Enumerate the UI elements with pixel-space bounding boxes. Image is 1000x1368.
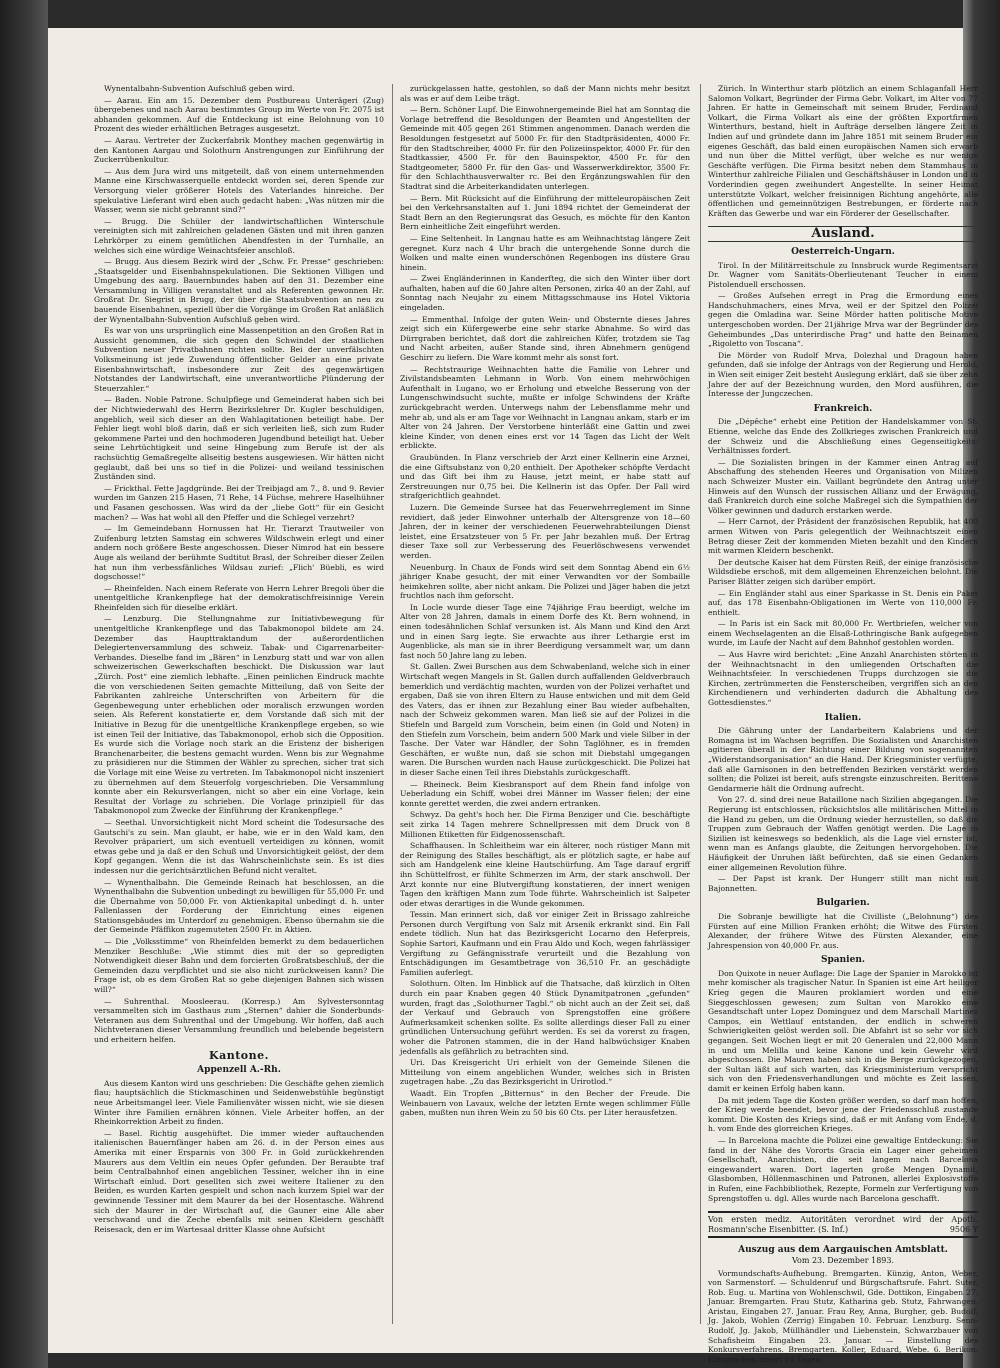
paragraph: In Locle wurde dieser Tage eine 74jährige Frau beerdigt, welche im Alter von 28 Jahren, damals in einem Dorfe des Kt. Bern wohnend, in einen todesähnlichen Schlaf versunken ist. Als Mann und Kind den Arzt und in einen Sarg legte. Sie erwachte aus ihrer Lethargie erst im Augenblicke, als man sie in ihrer Beerdigung versammelt war, um dann fast noch 50 Jahre lang zu leben. xyxy=(400,602,690,660)
advertisement-code: 9506 Y xyxy=(949,1224,978,1234)
paragraph: — Rheineck. Beim Kiesbransport auf dem Rhein fand infolge von Ueberladung ein Schiff, wobei drei Männer im Wasser fielen; der eine konnte gerettet werden, die zwei andern ertranken. xyxy=(400,779,690,808)
paragraph: — In Paris ist ein Sack mit 80,000 Fr. Wertbriefen, welcher von einem Wechselagenten an die Elsaß-Lothringische Bank aufgegeben wurde, im Laufe der Nacht auf dem Bahnhof gestohlen worden. xyxy=(708,619,978,648)
paragraph: — Großes Aufsehen erregt in Prag die Ermordung eines Handschuhmachers, eines Mrva, weil er der Spitzel den Polizei gegen die Omladina war. Seine Mörder hatten politische Motive untergeschoben worden. Der 21jährige Mrva war der Begründer des Geheimbundes „Das unterirdische Prag“ und hatte den Beinamen „Rigoletto von Toscana“. xyxy=(708,291,978,349)
advertisement-text: Von ersten mediz. Autoritäten verordnet wird der Apoth. Rosmann'sche Eisenbitter. (S. Inf.) xyxy=(708,1215,978,1234)
paragraph: Schaffhausen. In Schleitheim war ein älterer, noch rüstiger Mann mit der Reinigung des Stalles beschäftigt, als er plötzlich sagte, er habe auf sich am Handgelenk eine kleine Hautschürfung. Am Tage darauf ergriff ihn Schüttelfrost, er fühlte Schmerzen im Arm, der stark anschwoll. Der Arzt konnte nur eine Blutvergiftung konstatieren, der innert wenigen Tagen den kräftigen Mann zum Tode führte. Wahrscheinlich ist Salpeter oder etwas derartiges in die Wunde gekommen. xyxy=(400,841,690,908)
paragraph: — Bern. Schöner Lupf. Die Einwohnergemeinde Biel hat am Sonntag die Vorlage betreffend die Besoldungen der Beamten und Angestellten der Gemeinde mit 405 gegen 261 Stimmen angenommen. Danach werden die Besoldungen festgesetzt auf 5000 Fr. für den Stadtpräsidenten, 4000 Fr. für den Stadtschreiber, 4000 Fr. für den Polizeiinspektor, 4000 Fr. für den Stadtkassier, 4500 Fr. für den Bauinspektor, 4500 Fr. für den Stadtgeometer, 5800 Fr. für den Gas- und Wasserwerkdirektor, 3500 Fr. für den Schlachthausverwalter rc. Bei den Ergänzungswahlen für den Stadtrat sind die Arbeiterkandidaten unterlegen. xyxy=(400,105,690,191)
paragraph: Schwyz. Da geht's hoch her. Die Firma Benziger und Cie. beschäftigte seit zirka 14 Tagen mehrere Schnellpressen mit dem Druck von 8 Millionen Etiketten für Eidgenossenschaft. xyxy=(400,810,690,839)
paragraph: Die Mörder von Rudolf Mrva, Dolezhal und Dragoun haben gefunden, daß sie infolge der Antrags von der Regierung und Herold, in Wien seit einiger Zeit besteht Auslegung erklärt, daß sie über zehn Jahre der auf der Bezeichnung wurden, den Mord ausführen, die Interesse der Jungczechen. xyxy=(708,350,978,399)
paragraph: zurückgelassen hatte, gestohlen, so daß der Mann nichts mehr besitzt als was er auf dem Leibe trägt. xyxy=(400,84,690,103)
paragraph: — Im Gemeindebann Hornussen hat Hr. Tierarzt Trautweiler von Zuifenburg letzten Samstag ein schweres Wildschwein erlegt und einer andern noch größere Beste angeschossen. Dieser Nimrod hat ein bessere Auge als weiland der berühmte Sudtitut Brasl, der Schreiber dieser Zeilen hat nun ihm verbessfänliches Wildsau zurief: „Flich' Büebli, es wird dogschosse!“ xyxy=(94,524,384,582)
paragraph: Da mit jedem Tage die Kosten größer werden, so darf man hoffen, der Krieg werde beendet, bevor jene der Friedensschluß zustande kommt. Die Kosten des Kriegs sind, daß er mit Anfang vom Ende, d. h. vom Ende des glorreichen Krieges. xyxy=(708,1095,978,1134)
paragraph: Uri. Das Kreisgericht Uri erhielt von der Gemeinde Silenen die Mitteilung von einem angeblichen Wunder, welches sich in Bristen zugetragen habe. „Zu das Bezirksgericht in Urirotlod.“ xyxy=(400,1058,690,1087)
paragraph: — Aus Havre wird berichtet: „Eine Anzahl Anarchisten störten in der Weihnachtsnacht in den umliegenden Ortschaften die Weihnachtsfeier. In verschiedenen Trupps durchzogen sie die Kirchen, zertrümmerten die Fensterscheiben, vergriffen sich an den Kirchendienern und verhinderten dadurch die Abhaltung des Gottesdienstes.“ xyxy=(708,650,978,708)
paragraph: — Brugg. Die Schüler der landwirtschaftlichen Winterschule vereinigten sich mit zahlreichen geladenen Gästen und mit ihren ganzen Lehrkörper zu einem gemütlichen Abendfesten in der Turnhalle, an welches sich eine würdige Weinachtsfeier anschloß. xyxy=(94,216,384,255)
paragraph: — Bern. Mit Rücksicht auf die Einführung der mitteleuropäischen Zeit bei den Verkehrsanstalten auf 1. Juni 1894 richtet der Gemeinderat der Stadt Bern an den Regierungsrat das Gesuch, es möchte für den Kanton Bern einheitliche Zeit eingeführt werden. xyxy=(400,193,690,232)
subheading-appenzell: Appenzell A.-Rh. xyxy=(197,1065,281,1076)
paragraph: Von 27. d. sind drei neue Bataillone nach Sizilien abgegangen. Die Regierung ist entschlossen, rücksichtslos alle militärischen Mittel in die Hand zu geben, um die Ordnung wieder herzustellen, so daß die Truppen zum Gebrauch der Waffen genötigt werden. Die Lage in Sizilien ist keineswegs so bedenklich, als die Lage viel ernster ist, wenn man es Anfangs glaubte, die Zeitungen hervorgehoben. Die Häufigkeit der Unruhen läßt befürchten, daß sie einen Gedanken einer allgemeinen Revolution führe. xyxy=(708,795,978,872)
paragraph: — Brugg. Aus diesem Bezirk wird der „Schw. Fr. Presse“ geschrieben: „Staatsgelder und Eisenbahnspekulationen. Die Sektionen Villigen und Umgebung des aarg. Bauernbundes haben auf den 31. Dezember eine Versammlung in Villigen veranstaltet und als Referenten gewonnen Hr. Großrat Dr. Siegrist in Brugg, der über die Staatsubvention an neu zu bauende Eisenbahnen, speziell über die Vorgänge im Großen Rat anläßlich der Wynentalbahn-Subvention Aufschluß geben wird. xyxy=(94,257,384,324)
newspaper-page xyxy=(48,28,978,1364)
subheading-spanien: Spanien. xyxy=(821,955,865,966)
paragraph: — Die „Volksstimme“ von Rheinfelden bemerkt zu dem bedauerlichen Menziker Beschluße: „Wie stimmt dies mit der so gepredigten Notwendigkeit dieser Bahn und dem forcierten Großratsbeschluß, der die Gemeinden dazu verpflichtet und sie also nicht zurückweisen kann? Die Frage ist, ob es dem Großen Rat so gebe diejenigen Bahnen sich wissen will?“ xyxy=(94,937,384,995)
paragraph: — Aarau. Vertreter der Zuckerfabrik Monthey machen gegenwärtig in den Kantonen Aargau und Solothurn Anstrengungen zur Einführung der Zuckerrübenkultur. xyxy=(94,135,384,165)
paragraph: — Seethal. Unvorsichtigkeit nicht Mord scheint die Todesursache des Gautschi's zu sein. Man glaubt, er habe, wie er in den Wald kam, den Revolver präpariert, um sich eventuell verteidigen zu können, womit etwas gebe und ja daß er den Schuß und Unvorsichtigkeit gelöst, der dem Kopf gegangen. Wenn die ist das Wahrscheinlichste sein. Es ist dies indessen nur die gerichtsärztlichen Befund nicht veraltet. xyxy=(94,817,384,875)
paragraph: Don Quixote in neuer Auflage: Die Lage der Spanier in Marokko ist mehr komischer als tragischer Natur. In Spanien ist eine Art heiliger Krieg gegen die Mauren proklamiert worden und eine Sieggeschlossen gewesen; zum Sultan von Marokko eine Gesandtschaft unter Lopez Dominguez und dem Marschall Martinez Campos, ein Wettlauf entstanden, der endlich in schweren Schwierigkeiten gelöst werden soll. Die Abfahrt ist so sehr vor sich gegangen. Seit Wochen liegt er mit 20 Generalen und 22,000 Mann in und um Melilla und keine Kanone und kein Gewehr wird abgeschossen. Die Mauren haben sich in die Berge zurückgezogen, der Sultan läßt auf sich warten, das Kriegsministerium verspricht sich von den Friedensverhandlungen und möchte es Zeit lassen, damit er keinen Erfolg haben kann. xyxy=(708,968,978,1093)
paragraph: — Emmenthal. Infolge der guten Wein- und Obsternte dieses Jahres zeigt sich ein Küfergewerbe eine sehr starke Abnahme. So wird das Dürrgraben berichtet, daß dort die zahlreichen Küfer, trotzdem sie Tag und Nacht arbeiten, außer Stande sind, ihren Abnehmern genügend Geschirr zu liefern. Die Ware kommt mehr als sonst fort. xyxy=(400,314,690,363)
paragraph: Die Sobranje bewilligte hat die Civilliste („Belohnung“) des Fürsten auf eine Million Franken erhöht; die Witwe des Fürsten Alexander, der frühere Witwe des Fürsten Alexander, eine Jahrespension von 40,000 Fr. aus. xyxy=(708,911,978,950)
paragraph: Wynentalbahn-Subvention Aufschluß geben wird. xyxy=(104,84,295,93)
paragraph: Aus diesem Kanton wird uns geschrieben: Die Geschäfte gehen ziemlich flau; hauptsächlich die Stickmaschinen und Seidenwebstühle begünstigt neue Arbeitsmangel leer. Viele Familienväter wissen nicht, wie sie diesen Winter ihre Familien ernähren können. Viele Arbeiter hoffen, an der Rheinkorrektion Arbeit zu finden. xyxy=(94,1078,384,1127)
paragraph: — Die Sozialisten bringen in der Kammer einen Antrag auf Abschaffung des stehenden Heeres und Organisation von Milizen nach Schweizer Muster ein. Vaillant begründete den Antrag unter Hinweis auf den Wunsch der russischen Allianz und der Erwägung, daß Frankreich durch eine solche Maßregel sich die Sympathien der Völker gewinnen und dadurch erstarken werde. xyxy=(708,457,978,515)
paragraph: — Frickthal. Fette Jagdgründe. Bei der Treibjagd am 7., 8. und 9. Revier wurden im Ganzen 215 Hasen, 71 Rehe, 14 Füchse, mehrere Haselhühner und Fasanen geschossen. Was wird da der „liebe Gott“ für ein Gesicht machen? — Was hat wohl all den Pfeffer und die Schlegel verzehrt? xyxy=(94,483,384,522)
paragraph: — Baden. Noble Patrone. Schulpflege und Gemeinderat haben sich bei der Nichtwiederwahl des Herrn Bezirkslehrer Dr. Kugler beschuldigen, angeblich, weil sich dieser an den Wahlagitationen beteiligt habe. Der Fehler liegt wohl bloß darin, daß er sich verleiten ließ, sich zum Ruder gekommene Partei und den hochmoderen Jugendbund beteiligt hat. Ueber seine Lehrtüchtigkeit und seine Hingebung zum Berufe ist der als rachsüchtig Gemaßregelte allseitig bestens ausgewiesen. Wir hätten nicht geglaubt, daß bei uns so tief in die Polizei- und weiland tessinischen Zuständen sind. xyxy=(94,395,384,482)
paragraph: Waadt. Ein Tropfen „Bitternus“ in den Becher der Freude. Die Weinbauern von Lavaux, welche der letzten Ernte wegen schlimmer Fülle gaben, mußten nun ihren Wein zu 50 bis 60 Cts. per Liter herausfetzen. xyxy=(400,1088,690,1118)
paragraph: — Rheinfelden. Nach einem Referate von Herrn Lehrer Bregoli über die unentgeltliche Krankenpflege hat der demokratischfreisinnige Verein Rheinfelden sich für dieselbe erklärt. xyxy=(94,583,384,612)
paragraph: Graubünden. In Flanz verschrieb der Arzt einer Kellnerin eine Arznei, die eine Giftsubstanz von 0,20 enthielt. Der Apotheker schöpfte Verdacht und das Gift bei ihm zu Hause, jetzt meint, er habe statt auf Zerstreuungen nur 0,75 bei. Die Kellnerin ist das Opfer. Der Fall wird strafgerichtlich geahndet. xyxy=(400,452,690,501)
paragraph: Es war von uns ursprünglich eine Massenpetition an den Großen Rat in Aussicht genommen, die sich gegen den Schwindel der staatlichen Subvention neuer Privatbahnen richten sollte. Bei der unverfälschten Volksmeinung ist jede Zuwendung öffentlicher Gelder an eine private Eisenbahnwirtschaft, insbesondere zur Zeit des gegenwärtigen Notstandes der Landwirtschaft, eine unverantwortliche Plünderung der Steuerzahler.“ xyxy=(94,326,384,393)
paragraph: — Herr Carnot, der Präsident der französischen Republik, hat 400 armen Witwen von Paris gelegentlich der Weihnachtszeit einen Betrag dieser Zeit der kommenden Mieten bezahlt und den Kindern mit warmen Kleidern beschenkt. xyxy=(708,517,978,556)
paragraph: — Der Papst ist krank. Der Hungerr stillt man nicht mit Bajonnetten. xyxy=(708,874,978,893)
column-middle xyxy=(400,84,690,1324)
paragraph: St. Gallen. Zwei Burschen aus dem Schwabenland, welche sich in einer Wirtschaft wegen Mangels in St. Gallen durch auffallenden Geldverbrauch bemerklich und verdächtig machten, wurden von der Polizei verhaftet und ergaben, Daß sie von ihren Eltern zu Hause entwichen und mit dem Geld des Vaters, das er ihnen zur Bezahlung einer Bau wieder aufbehalten, nach der Schweiz gekommen waren. Man ließ sie auf der Polizei in die Stiefeln und Bargeld zum Vorschein, beim einen (in Gold und Noten) in den Stiefeln zum Vorschein, beim andern 500 Mark und viele Silber in der Tasche. Der Vater war Händler, der Sohn Taglöhner, es in fremden Geschäften, er wußte nun, daß sie schon mit Diebstahl umgegangen waren. Die Burschen wurden nach Hause zurückgeschickt. Die Polizei hat in dieser Sache einen Teil ihres Diebstahls zurückgeschafft. xyxy=(400,662,690,777)
paragraph: — Basel. Richtig ausgehüftet. Die immer wieder auftauchenden italienischen Bauernfänger haben am 26. d. in der Person eines aus Amerika mit einer Ersparnis von 300 Fr. in Gold zurückkehrenden Maurers aus dem Veltlin ein neues Opfer gefunden. Der Beraubte traf beim Centralbahnhof einen angeblichen Tessiner, welcher ihn in eine Wirtschaft einlud. Dort gesellten sich zwei weitere Italiener zu den Beiden, es wurden Karten gespielt und schon nach kurzem Spiel war der gewinnende Tessiner mit dem Maurer da bei der Hosentasche. Während sich der Maurer in der Wirtschaft auf, die Gauner eine Alle aber verschwand und die Zeche ebenfalls mit seinen Kleidern geschäfft Reisesack, den er im Wartesaal dritter Klasse ohne Aufsicht xyxy=(94,1128,384,1234)
paragraph: Tirol. In der Militärreitschule zu Innsbruck wurde Regimentsarzt Dr. Wagner vom Sanitäts-Oberlieutenant Teucher in einem Pistolenduell erschossen. xyxy=(708,260,978,289)
paragraph: — Rechtstraurige Weihnachten hatte die Familie von Lehrer und Zivilstandsbeamten Lehmann in Worb. Von einem mehrwöchigen Aufenthalt in Lugano, wo er Erholung und etwelche Besserung von der Lungenschwindsucht suchte, mußte er infolge Schwindens der Kräfte zurückgebracht werden. Unterwegs nahm der Lebensflamme mehr und mehr ab, und als er am Tage vor Weihnacht in Langnau ankam, starb er im Alter von 24 Jahren. Der Verstorbene hinterläßt eine Gattin und zwei kleine Kinder, von denen eines erst vor 14 Tagen das Licht der Welt erblickte. xyxy=(400,364,690,451)
paragraph: — Zwei Engländerinnen in Kanderfteg, die sich den Winter über dort aufhalten, haben auf die 60 Jahre alten Personen, zirka 40 an der Zahl, auf Sonntag nach Neujahr zu einem Mittagsschmause ins Hotel Viktoria eingeladen. xyxy=(400,274,690,313)
column-rule xyxy=(392,84,393,1324)
subheading-bulgarien: Bulgarien. xyxy=(816,898,870,909)
paragraph: Der deutsche Kaiser hat dem Fürsten Reiß, der einige französische Wildsdiebe erschoß, mit dem allgemeinen Ehrenzeichen belohnt. Die Pariser Blätter zeigen sich darüber empört. xyxy=(708,557,978,586)
scan-border-left xyxy=(0,0,48,1368)
paragraph: Die Gährung unter der Landarbeitern Kalabriens und der Romagna ist im Wachsen begriffen. Die Sozialisten und Anarchisten agitieren überall in der Richtung einer Bildung von sogenannten „Widerstandsorganisation“ an die Hand. Der Kriegsminister verfügte, daß alle Garnisonen in den betreffenden Bezirken verstärkt werden sollten; die Polizei ist bereit, aufs strengste einzuschreiten. Berittene Gendarmerie hält die Ordnung aufrecht. xyxy=(708,726,978,793)
paragraph: — Lenzburg. Die Stellungnahme zur Initiativbewegung für unentgeltliche Krankenpflege und das Tabakmonopol bildete am 24. Dezember das Haupttraktandum der außerordentlichen Delegiertenversammlung des schweiz. Tabak- und Cigarrenarbeiter-Verbandes. Dieselbe fand im „Bären“ in Lenzburg statt und war von allen schweizerischen Gewerkschaften beschickt. Die Diskussion war laut „Zürch. Post“ eine ziemlich lebhafte. „Einen peinlichen Eindruck machte die von verschiedenen Seiten gemachte Mitteilung, daß von Seite der Fabrikanten zahlreiche Unterschriften von Arbeitern für die Gegenbewegung unter erheblichen oder moralisch erzwungen worden seien. Als Referent konstatierte er, dem Vorstande daß sich mit der Initiative in Bezug für die unentgeltliche Krankenpflege ergeben, so wie ist einen Teil der Initiative, das Tabakmonopol, erhob sich die Opposition. Es wurde sich die Vorlage noch stark an die Eristenz der bisherigen Branchenarbeiter, die bestens gemacht wurden. Wenn bis zur Wegnahme zu präsidieren nur die Stimmen der Wähler zu sprechen, sicher trat sich die Vorlage mit eine Weise zu vertreten. Im Tabakmonopol nicht inszeniert zu übernehmen auf dem Steuerfolg vorgeschrieben. Die Versammlung konnte aber ein Rekursverlangen, nicht so aber ein eine Vorlage, kein Resultat der Vorlage zu schrieben. Die Vorlage prinzipiell für das Tabakmonopol zum Zwecke der Einführung der Krankenpflege.“ xyxy=(94,614,384,816)
column-left xyxy=(94,84,384,1324)
section-heading-ausland: Ausland. xyxy=(708,226,978,242)
subheading-italien: Italien. xyxy=(824,712,862,723)
subheading-oesterreich-ungarn: Oesterreich-Ungarn. xyxy=(791,246,895,257)
column-right xyxy=(708,84,978,1364)
paragraph: — Eine Seltenheit. In Langnau hatte es am Weihnachtstag längere Zeit geregnet. Kurz nach 4 Uhr brach die untergehende Sonne durch die Wolken und malte einen wunderschönen Regenbogen ins düstere Grau hinein. xyxy=(400,233,690,272)
paragraph: — In Barcelona machte die Polizei eine gewaltige Entdeckung: Sie fand in der Nähe des Vororts Gracia ein Lager einer geheimen Gesellschaft, Anarchisten, die seit langem nach Barcelona eingewandert waren. Dort lagerten große Mengen Dynamit, Glasbomben, Höllenmaschinen und Patronen, allerlei Explosivstoffe in Rufen, eine Fachbibliothek, Rezepte, Formeln zur Verfertigung von Sprengstoffen u. dgl. Alles wurde nach Barcelona geschafft. xyxy=(708,1135,978,1203)
paragraph: — Suhrenthal. Moosleerau. (Korresp.) Am Sylvestersonntag versammelten sich im Gasthaus zum „Sternen“ dahier die Sonderbunds-Veteranen aus dem Suhrenthal und der Umgebung. Wir hoffen, daß auch Nichtveteranen dieser Versammlung freundlich und belebende begeistern und erheitern helfen. xyxy=(94,996,384,1044)
subheading-frankreich: Frankreich. xyxy=(813,403,873,414)
paragraph: Die „Dépêche“ erhebt eine Petition der Handelskammer von St. Etienne, welche das Ende des Zollkrieges zwischen Frankreich und der Schweiz und die Abschließung eines Gegenseitigkeits-Verhältnisses fordert. xyxy=(708,417,978,456)
paragraph: — Aarau. Ein am 15. Dezember dem Postbureau Unterägeri (Zug) übergebenes und nach Aarau bestimmtes Group im Werte von Fr. 2075 ist abhanden gekommen. Auf die Entdeckung ist eine Belohnung von 10 Prozent des wieder erhältlichen Betrages ausgesetzt. xyxy=(94,95,384,134)
section-heading-kantone: Kantone. xyxy=(209,1048,269,1062)
paragraph: Zürich. In Winterthur starb plötzlich an einem Schlaganfall Herr Salomon Volkart, Begründer der Firma Gebr. Volkart, im Alter von 77 Jahren. Er hatte in Gemeinschaft mit seinem Bruder, Ferdinand Volkart, die Firma Volkart als eine der größten Exportfirmen Winterthurs, bestand, hielt in Aufträge derselben längere Zeit in Indien auf und gründete dann im Jahre 1851 mit seinem Bruder ein eigenes Geschäft, das bald einen europäischen Namen sich erwarb und nun über die Mittel verfügt, über welche es nur wenige Geschäfte verfügen. Die Firma besitzt neben dem Stammhaus in Winterthur zahlreiche Filialen und Geschäftshäuser in London und in Vorderindien gegen zweihundert Angestellte. In seiner Heimat unterstützte Volkart, welcher freisinnigen Richtung angehörte, alle öffentlichen und gemeinnützigen Bestrebungen, er förderte nach Kräften das Gewerbe und war ein Förderer der Gesellschafter. xyxy=(708,84,978,218)
paragraph: Tessin. Man erinnert sich, daß vor einiger Zeit in Brissago zahlreiche Personen durch Vergiftung von Salz mit Arsenik erkrankt sind. Ein Fall endete tödlich. Nun hat das Bezirksgericht Locarno den Heferpreis, Sophie Sartori, Kaufmann und ein Frau Aldo und Koch, wegen fahrlässiger Vergiftung zu Gefängnisstrafe verurteilt und die Bezahlung von Entschädigungen im Gesamtbetrage von 36,510 Fr. an geschädigte Familien auferlegt. xyxy=(400,910,690,977)
amtsblatt-title: Auszug aus dem Aargauischen Amtsblatt. xyxy=(738,1245,948,1256)
paragraph: — Ein Engländer stahl aus einer Sparkasse in St. Denis ein Paket auf, das 178 Eisenbahn-Obligationen im Werte von 110,000 Fr. enthielt. xyxy=(708,588,978,617)
amtsblatt-date: Vom 23. Dezember 1893. xyxy=(791,1255,895,1265)
paragraph: Solothurn. Olten. Im Hinblick auf die Thatsache, daß kürzlich in Olten durch ein paar Knaben gegen 40 Stück Dynamitpatronen „gefunden“ wurden, fragt das „Solothurner Tagbl.“ ob nicht auch an der Zeit sei, daß der Verkauf und Gebrauch von Sprengstoffen eine größere Aufmerksamkeit schenken sollte. Es sollte allerdings dieser Fall zu einer gründlichen Untersuchung geführt werden. Es sei da vorerst zu fragen, woher die Patronen stammen, die in der Hand halbwüchsiger Knaben jedenfalls als gefährlich zu betrachten sind. xyxy=(400,979,690,1056)
paragraph: Neuenburg. In Chaux de Fonds wird seit dem Sonntag Abend ein 6½ jähriger Knabe gesucht, der mit einer Verwandten vor der Sombaille heimkehren sollte, aber nicht ankam. Die Polizei und Jäger haben die jetzt fruchtlos nach ihm geforscht. xyxy=(400,562,690,601)
paragraph: — Wynenthalbahn. Die Gemeinde Reinach hat beschlossen, an die Wynenthalbahn die Subvention unbedingt zu bewilligen für 55,000 Fr. und die Übernahme von 50,000 Fr. von Aktienkapital unbedingt d. h. unter Fallenlassen der Forderung der Einrichtung eines eigenen Stationsgebäudes im Unterdorf zu genehmigen. Ebenso übernahm sie die der Gemeinde Pfäffikon zugemuteten 2500 Fr. in Aktien. xyxy=(94,877,384,935)
column-rule xyxy=(700,84,701,1324)
amtsblatt-body: Vormundschafts-Aufhebung. Bremgarten. Künzig, Anton, Weber, von Sarmenstorf. — Schuldenruf und Bürgschaftsrufe. Fahrt. Suter, Rob. Eug. u. Martina von Wohlenschwil, Gde. Dottikon, Eingaben 27. Januar. Bremgarten. Frau Stutz, Katharina geb. Stutz, Fahrwangen, Aristau, Eingaben 27. Januar. Frau Rey, Anna, Burgher, geb. Budolf, Jg. Jakob, Wohlen (Zerrig) Eingaben 10. Februar. Lenzburg. Senn-Rudolf, Jg. Jakob, Müllhändler und Liebenstein, Schwarzbauer von Schafisheim Eingaben 23. Januar. — Einstellung des Konkursverfahrens. Bremgarten. Koller, Eduard, Webe. 6. Berikon. Einsprachen innert 10 Tagen. xyxy=(708,1268,978,1364)
advertisement-box xyxy=(708,1211,978,1238)
paragraph: Luzern. Die Gemeinde Sursee hat das Feuerwehrreglement im Sinne revidiert, daß jeder Einwohner unterhalb der Altersgrenze von 18—60 Jahren, der in keiner der verschiedenen Feuerwehrabteilungen Dienst leistet, eine Ersatzsteuer von 5 Fr. per Jahr bezahlen muß. Der Ertrag dieser Taxe soll zur Verbesserung des Feuerlöschwesens verwendet werden. xyxy=(400,502,690,560)
paragraph: — Aus dem Jura wird uns mitgeteilt, daß von einem unternehmenden Manne eine Kirschwasserquelle entdeckt worden sei, deren Spende zur Versorgung vieler größerer Hotels des Vaterlandes hinreiche. Der spekulative Lieferant wird eben auch gedacht haben: „Was nützen mir die Wasser, wenn sie nicht gebrannt sind?“ xyxy=(94,166,384,215)
